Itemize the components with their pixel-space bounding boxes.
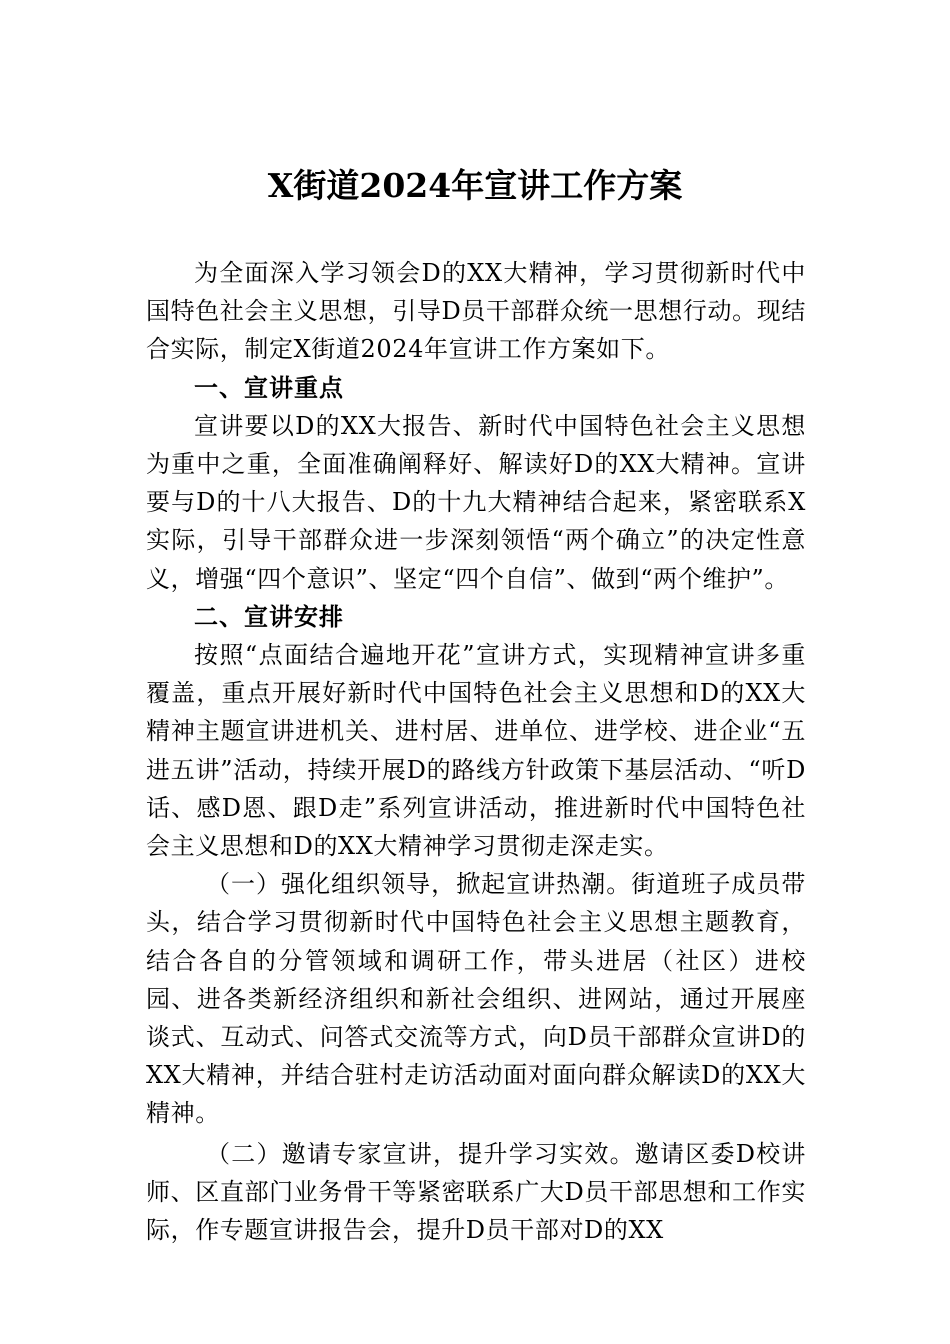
subsection-experts-paragraph: （二）邀请专家宣讲，提升学习实效。邀请区委D校讲师、区直部门业务骨干等紧密联系广大D员干部思想和工作实际，作专题宣讲报告会，提升D员干部对D的XX: [146, 1139, 806, 1245]
intro-paragraph: 为全面深入学习领会D的XX大精神，学习贯彻新时代中国特色社会主义思想，引导D员干部群众统一思想行动。现结合实际，制定X街道2024年宣讲工作方案如下。: [146, 259, 806, 364]
section-heading-arrangement: 二、宣讲安排: [194, 602, 344, 631]
arrangement-paragraph: 按照“点面结合遍地开花”宣讲方式，实现精神宣讲多重覆盖，重点开展好新时代中国特色社会主义思想和D的XX大精神主题宣讲进机关、进村居、进单位、进学校、进企业“五进五讲”活动，持续开展D的路线方针政策下基层活动、“听D话、感D恩、跟D走”系列宣讲活动，推进新时代中国特色社会主义思想和D的XX大精神学习贯彻走深走实。: [146, 641, 806, 861]
focus-paragraph: 宣讲要以D的XX大报告、新时代中国特色社会主义思想为重中之重，全面准确阐释好、解读好D的XX大精神。宣讲要与D的十八大报告、D的十九大精神结合起来，紧密联系X实际，引导干部群众进一步深刻领悟“两个确立”的决定性意义，增强“四个意识”、坚定“四个自信”、做到“两个维护”。: [146, 411, 806, 593]
section-heading-focus: 一、宣讲重点: [194, 373, 344, 402]
document-title: X街道2024年宣讲工作方案: [267, 166, 683, 205]
document-body: [146, 254, 806, 1249]
subsection-leadership-paragraph: （一）强化组织领导，掀起宣讲热潮。街道班子成员带头，结合学习贯彻新时代中国特色社会主义思想主题教育，结合各自的分管领域和调研工作，带头进居（社区）进校园、进各类新经济组织和新社会组织、进网站，通过开展座谈式、互动式、问答式交流等方式，向D员干部群众宣讲D的XX大精神，并结合驻村走访活动面对面向群众解读D的XX大精神。: [146, 870, 806, 1128]
